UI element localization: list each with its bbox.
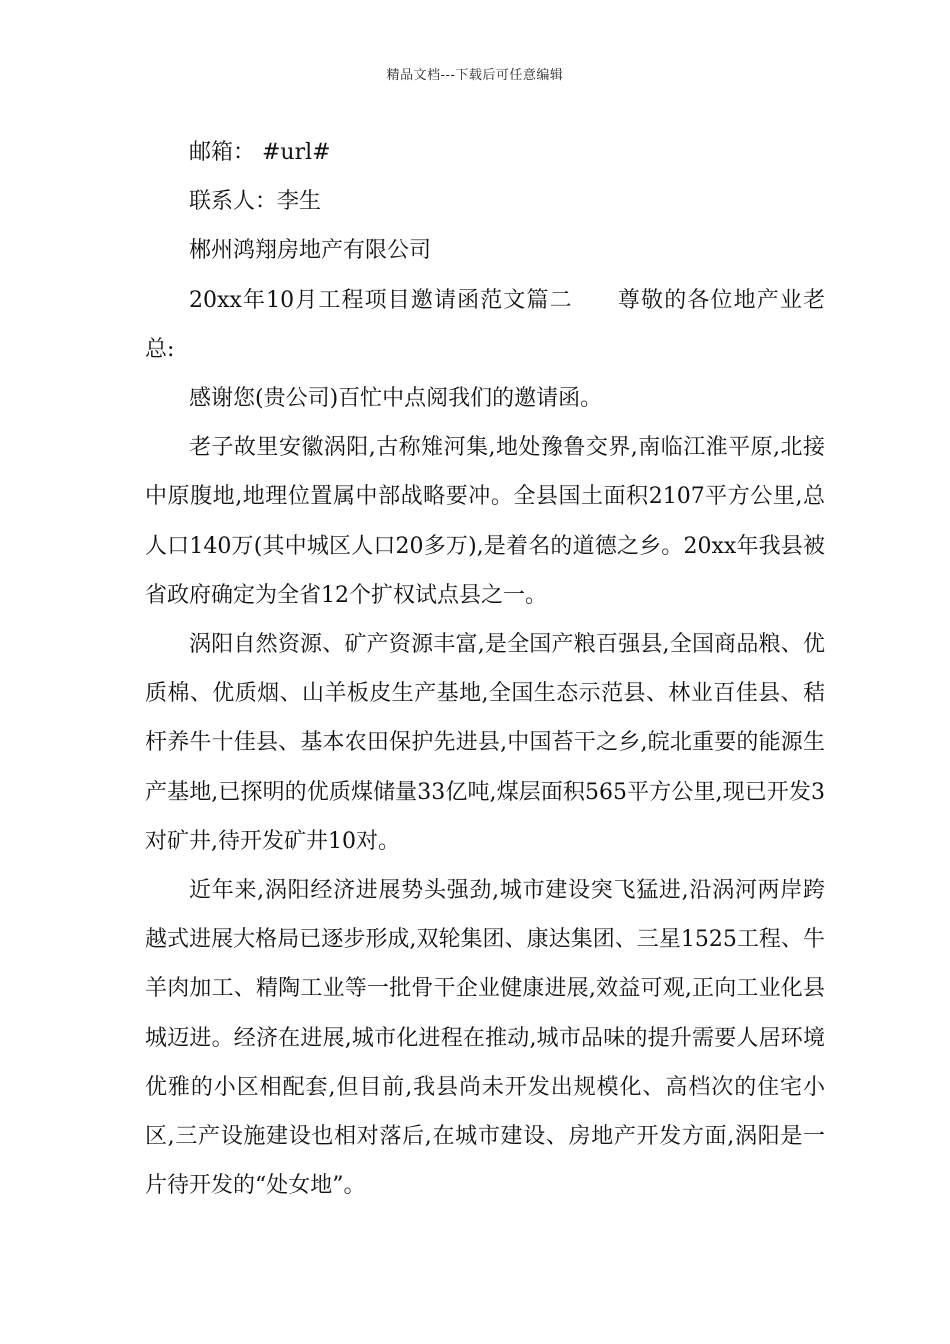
economy-paragraph: 近年来,涡阳经济进展势头强劲,城市建设突飞猛进,沿涡河两岸跨越式进展大格局已逐步形成,双轮集团、康达集团、三星1525工程、牛羊肉加工、精陶工业等一批骨干企业健康进展,效益可观,正向工业化县城迈进。经济在进展,城市化进程在推动,城市品味的提升需要人居环境优雅的小区相配套,但目前,我县尚未开发出规模化、高档次的住宅小区,三产设施建设也相对落后,在城市建设、房地产开发方面,涡阳是一片待开发的“处女地”。 — [145, 878, 825, 1199]
document-body — [145, 128, 825, 1210]
email-line: 邮箱： #url# — [189, 140, 331, 165]
company-name: 郴州鸿翔房地产有限公司 — [189, 238, 432, 264]
letter-title: 20xx年10月工程项目邀请函范文篇二 — [189, 287, 573, 313]
salutation: 尊敬的各位地产业老总: — [145, 287, 825, 362]
contact-line: 联系人：李生 — [189, 189, 322, 215]
thanks-paragraph: 感谢您(贵公司)百忙中点阅我们的邀请函。 — [189, 386, 603, 412]
intro-paragraph: 老子故里安徽涡阳,古称雉河集,地处豫鲁交界,南临江淮平原,北接中原腹地,地理位置属中部战略要冲。全县国土面积2107平方公里,总人口140万(其中城区人口20多万),是着名的道德之乡。20xx年我县被省政府确定为全省12个扩权试点县之一。 — [145, 435, 825, 608]
resources-paragraph: 涡阳自然资源、矿产资源丰富,是全国产粮百强县,全国商品粮、优质棉、优质烟、山羊板皮生产基地,全国生态示范县、林业百佳县、秸杆养牛十佳县、基本农田保护先进县,中国苔干之乡,皖北重要的能源生产基地,已探明的优质煤储量33亿吨,煤层面积565平方公里,现已开发3对矿井,待开发矿井10对。 — [145, 632, 825, 854]
letter-title-paragraph — [145, 276, 825, 374]
page-header: 精品文档---下载后可任意编辑 — [386, 68, 564, 83]
